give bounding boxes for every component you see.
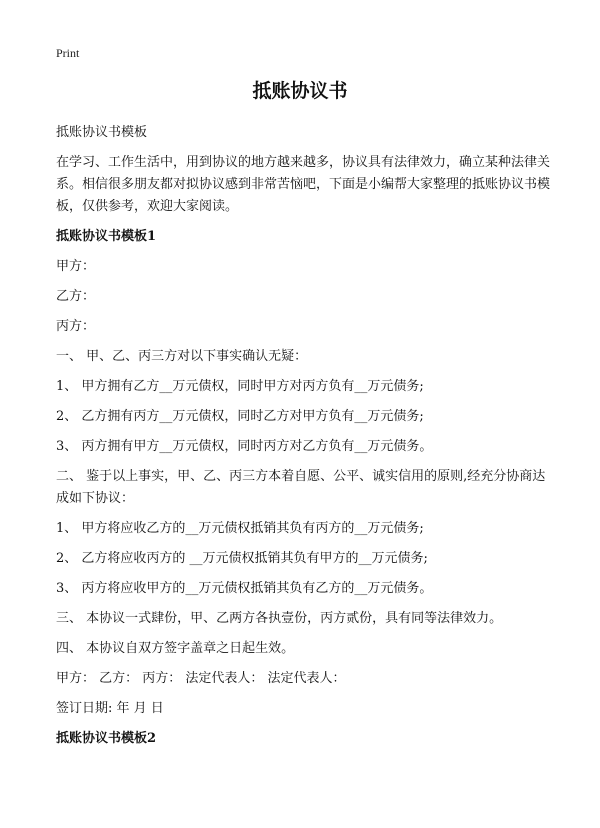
clause-1-item-2: 2、 乙方拥有丙方__万元债权，同时乙方对甲方负有__万元债务; bbox=[56, 409, 424, 424]
signing-date: 签订日期: 年 月 日 bbox=[56, 701, 164, 716]
clause-4: 四、 本协议自双方签字盖章之日起生效。 bbox=[56, 641, 295, 656]
section-heading-2: 抵账协议书模板2 bbox=[56, 731, 157, 746]
party-c-line: 丙方： bbox=[56, 319, 96, 334]
clause-2-item-1: 1、 甲方将应收乙方的__万元债权抵销其负有丙方的__万元债务; bbox=[56, 521, 424, 536]
clause-2-item-2: 2、 乙方将应收丙方的 __万元债权抵销其负有甲方的__万元债务; bbox=[56, 551, 428, 566]
intro-paragraph: 在学习、工作生活中，用到协议的地方越来越多，协议具有法律效力，确立某种法律关系。相信很多朋友都对拟协议感到非常苦恼吧，下面是小编帮大家整理的抵账协议书模板，仅供参考，欢迎大家阅读。 bbox=[56, 155, 551, 214]
party-a-line: 甲方： bbox=[56, 259, 96, 274]
print-link[interactable]: Print bbox=[56, 46, 80, 60]
clause-1-item-3: 3、 丙方拥有甲方__万元债权，同时丙方对乙方负有__万元债务。 bbox=[56, 439, 433, 454]
party-b-line: 乙方： bbox=[56, 289, 96, 304]
clause-2: 二、 鉴于以上事实，甲、乙、丙三方本着自愿、公平、诚实信用的原则,经充分协商达成如下协议： bbox=[56, 469, 546, 506]
clause-1: 一、 甲、乙、丙三方对以下事实确认无疑： bbox=[56, 349, 308, 364]
clause-2-item-3: 3、 丙方将应收甲方的__万元债权抵销其负有乙方的__万元债务。 bbox=[56, 581, 433, 596]
section-heading-1: 抵账协议书模板1 bbox=[56, 229, 157, 244]
document-body bbox=[56, 118, 556, 754]
clause-3: 三、 本协议一式肆份，甲、乙两方各执壹份，丙方贰份，具有同等法律效力。 bbox=[56, 611, 503, 626]
page-title: 抵账协议书 bbox=[252, 80, 348, 102]
signature-line: 甲方： 乙方： 丙方： 法定代表人： 法定代表人： bbox=[56, 671, 346, 686]
subtitle: 抵账协议书模板 bbox=[56, 125, 148, 140]
clause-1-item-1: 1、 甲方拥有乙方__万元债权，同时甲方对丙方负有__万元债务; bbox=[56, 379, 424, 394]
